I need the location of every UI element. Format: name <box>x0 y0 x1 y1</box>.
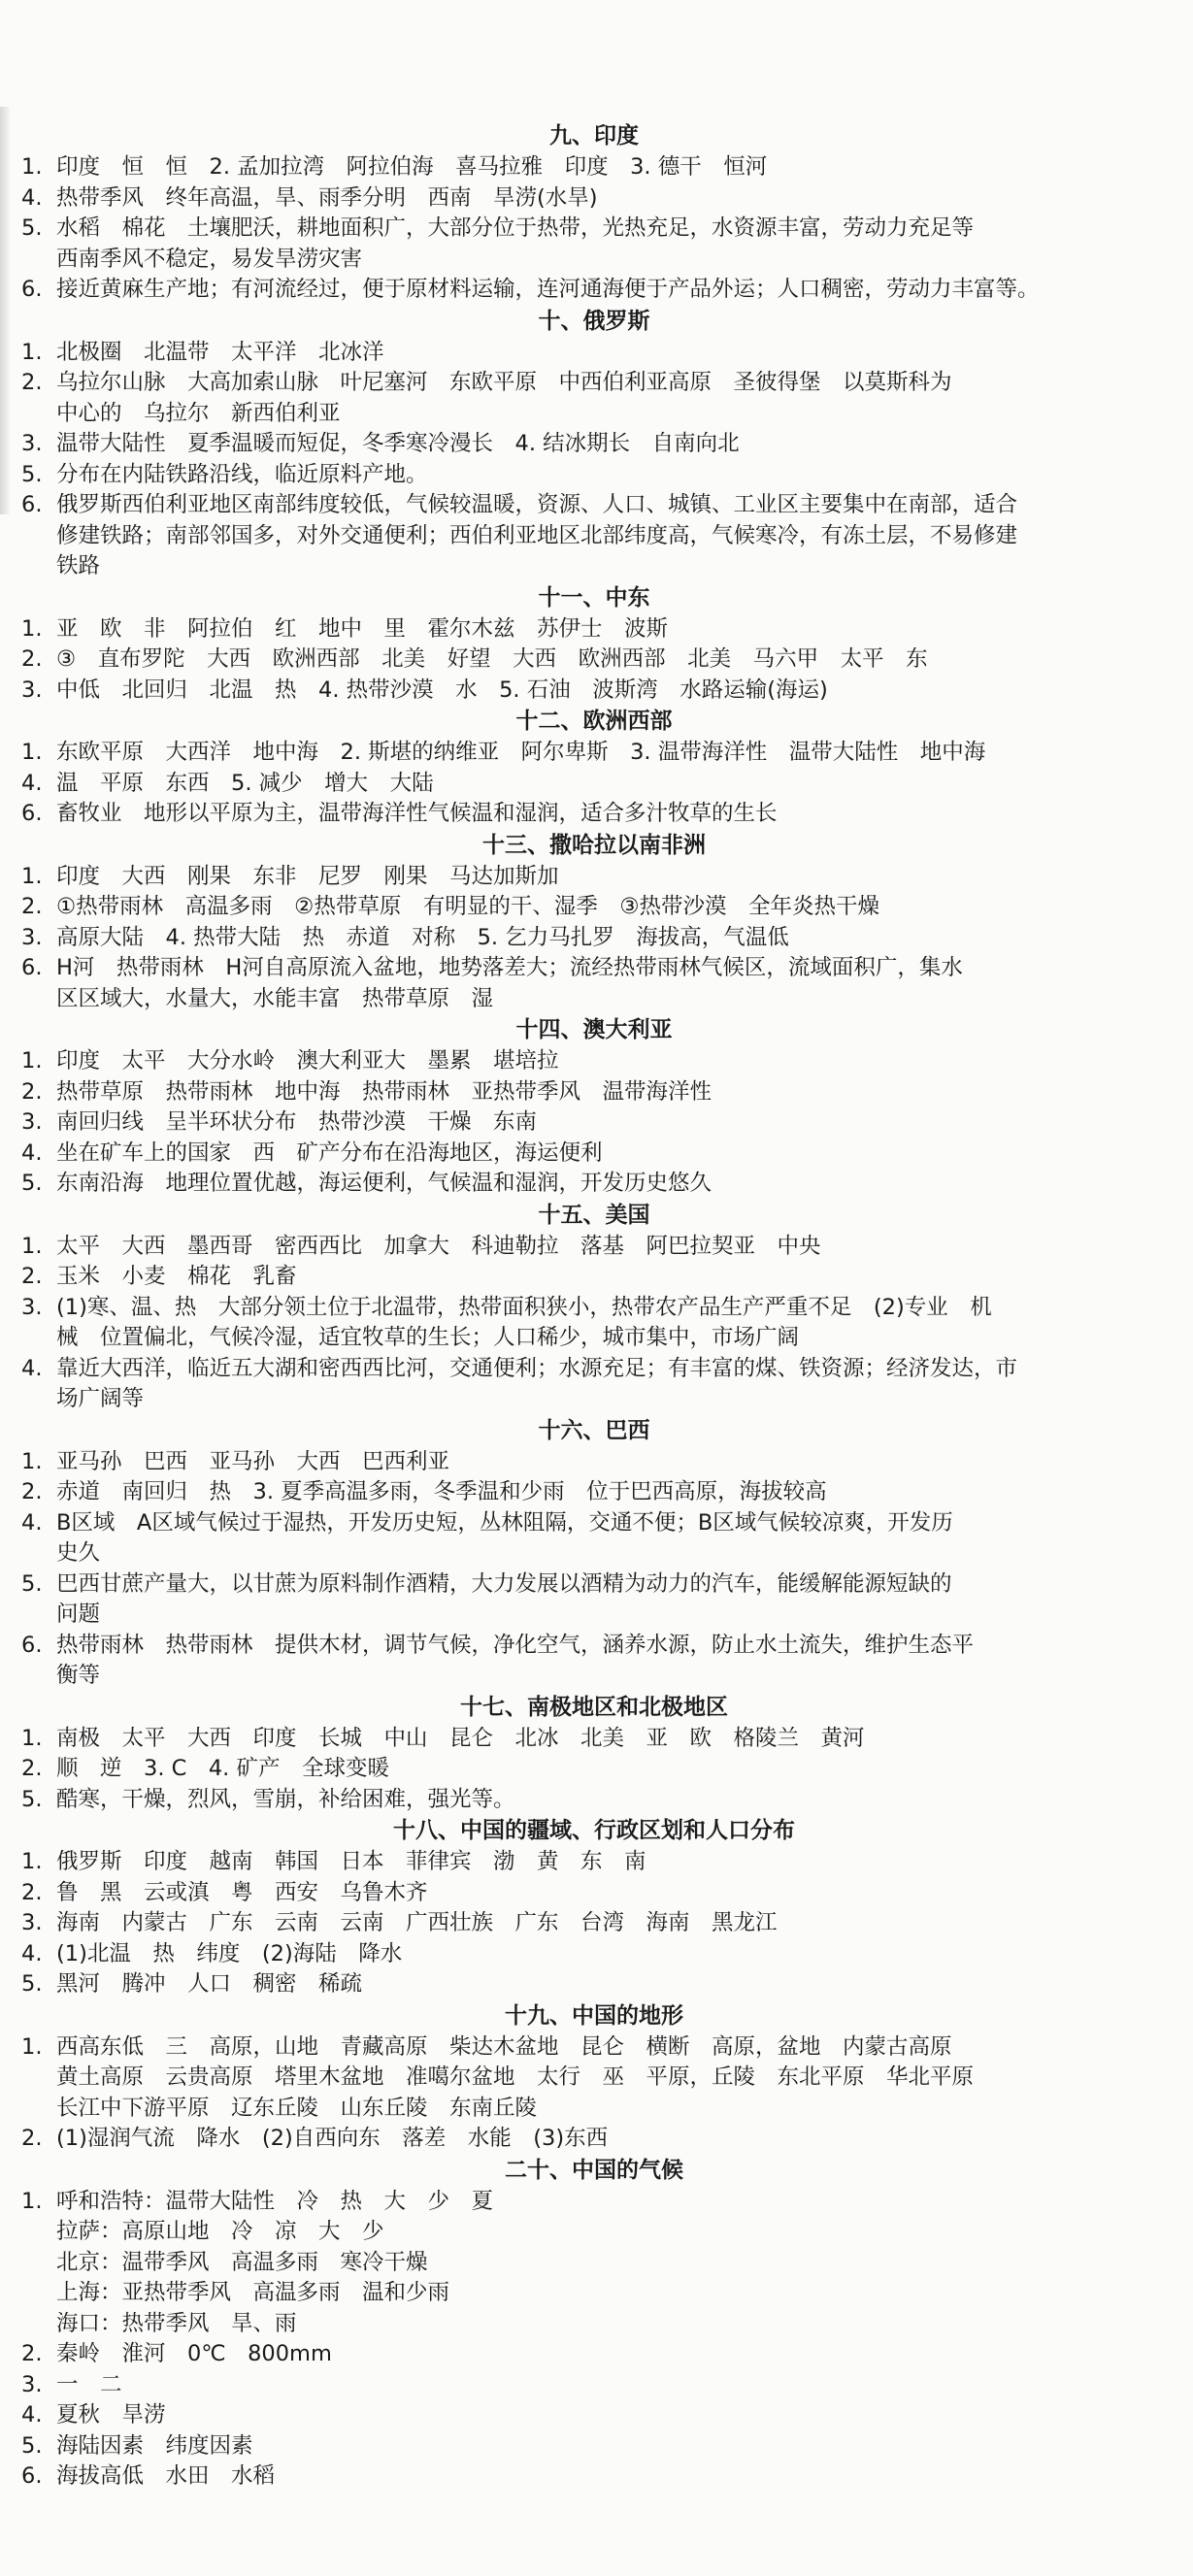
answer-item <box>21 460 1167 491</box>
answer-section <box>21 1693 1167 1816</box>
item-number: 4. <box>21 770 43 796</box>
binding-edge-shadow <box>0 107 10 514</box>
item-number: 6. <box>21 277 43 302</box>
answer-item <box>21 1232 1167 1263</box>
section-title: 十七、南极地区和北极地区 <box>460 1694 728 1720</box>
item-text: 北极圈 北温带 太平洋 北冰洋 <box>56 339 384 365</box>
item-number: 1. <box>21 339 43 365</box>
section-title: 十三、撒哈拉以南非洲 <box>482 832 706 858</box>
item-number: 4. <box>21 1509 43 1536</box>
item-number: 3. <box>21 1910 43 1935</box>
item-text: 分布在内陆铁路沿线，临近原料产地。 <box>56 461 428 487</box>
item-text: 高原大陆 4. 热带大陆 热 赤道 对称 5. 乞力马扎罗 海拔高，气温低 <box>56 924 789 950</box>
item-number: 4. <box>21 184 43 211</box>
answer-section <box>21 1416 1167 1692</box>
answer-section <box>21 307 1167 582</box>
item-text: (1)北温 热 纬度 (2)海陆 降水 <box>56 1940 403 1966</box>
answer-item <box>21 152 1167 183</box>
answer-item <box>21 214 1167 275</box>
answer-section <box>21 583 1167 707</box>
item-text: 黑河 腾冲 人口 稠密 稀疏 <box>56 1971 363 1997</box>
item-number: 4. <box>21 2402 43 2427</box>
answer-item <box>21 1847 1167 1878</box>
answer-item <box>21 1508 1167 1569</box>
item-number: 2. <box>21 1756 43 1781</box>
item-text: 中低 北回归 北温 热 4. 热带沙漠 水 5. 石油 波斯湾 水路运输(海运) <box>56 677 828 703</box>
item-text: 西高东低 三 高原，山地 青藏高原 柴达木盆地 昆仑 横断 高原，盆地 内蒙古高原 黄土高原 云贵高原 塔里木盆地 准噶尔盆地 太行 巫 平原，丘陵 东北平原 华北平原 长江中下游平原 辽东丘陵 山东丘陵 东南丘陵 <box>56 2033 975 2121</box>
item-text: ①热带雨林 高温多雨 ②热带草原 有明显的干、湿季 ③热带沙漠 全年炎热干燥 <box>56 894 880 919</box>
item-text: 热带雨林 热带雨林 提供木材，调节气候，净化空气，涵养水源，防止水土流失，维护生态平 衡等 <box>56 1632 975 1688</box>
answer-section <box>21 1015 1167 1200</box>
answer-item <box>21 1447 1167 1478</box>
item-text: 海陆因素 纬度因素 <box>56 2432 253 2459</box>
item-number: 2. <box>21 646 43 672</box>
item-text: 亚马孙 巴西 亚马孙 大西 巴西利亚 <box>56 1448 450 1474</box>
answer-item <box>21 2400 1167 2431</box>
item-text: 玉米 小麦 棉花 乳畜 <box>56 1264 297 1289</box>
item-text: 秦岭 淮河 0℃ 800mm <box>56 2341 332 2366</box>
item-text: 乌拉尔山脉 大高加索山脉 叶尼塞河 东欧平原 中西伯利亚高原 圣彼得堡 以莫斯科为 中心的 乌拉尔 新西伯利亚 <box>56 370 952 426</box>
item-number: 1. <box>21 1048 43 1073</box>
answer-item <box>21 1631 1167 1692</box>
item-number: 6. <box>21 2463 43 2489</box>
item-number: 6. <box>21 955 43 980</box>
item-text: 巴西甘蔗产量大，以甘蔗为原料制作酒精，大力发展以酒精为动力的汽车，能缓解能源短缺的 问题 <box>56 1570 952 1627</box>
item-number: 2. <box>21 2341 43 2366</box>
answer-item <box>21 1477 1167 1508</box>
section-title: 二十、中国的气候 <box>505 2157 683 2183</box>
item-number: 1. <box>21 740 43 765</box>
item-text: 印度 恒 恒 2. 孟加拉湾 阿拉伯海 喜马拉雅 印度 3. 德干 恒河 <box>56 154 768 180</box>
answer-item <box>21 676 1167 707</box>
answer-item <box>21 1785 1167 1816</box>
item-number: 4. <box>21 1139 43 1166</box>
item-text: B区域 A区域气候过于湿热，开发历史短，丛林阻隔，交通不便；B区域气候较凉爽，开发历 史久 <box>56 1509 953 1566</box>
item-number: 4. <box>21 1940 43 1966</box>
answer-item <box>21 1569 1167 1631</box>
answer-item <box>21 862 1167 893</box>
answer-item <box>21 1046 1167 1077</box>
item-text: 赤道 南回归 热 3. 夏季高温多雨，冬季温和少雨 位于巴西高原，海拔较高 <box>56 1479 827 1504</box>
answer-section <box>21 707 1167 830</box>
item-number: 6. <box>21 492 43 517</box>
section-title: 十九、中国的地形 <box>505 2002 683 2029</box>
item-text: 印度 大西 刚果 东非 尼罗 刚果 马达加斯加 <box>56 863 559 889</box>
item-text: 热带草原 热带雨林 地中海 热带雨林 亚热带季风 温带海洋性 <box>56 1078 712 1105</box>
answer-item <box>21 2339 1167 2370</box>
item-number: 3. <box>21 677 43 703</box>
answer-item <box>21 368 1167 429</box>
item-number: 6. <box>21 1632 43 1658</box>
item-number: 1. <box>21 2033 43 2060</box>
item-number: 1. <box>21 1849 43 1874</box>
item-number: 1. <box>21 615 43 642</box>
answer-item <box>21 1107 1167 1139</box>
answer-item <box>21 183 1167 215</box>
answer-item <box>21 2187 1167 2340</box>
item-number: 2. <box>21 1479 43 1504</box>
answer-item <box>21 1262 1167 1293</box>
item-text: 热带季风 终年高温，旱、雨季分明 西南 旱涝(水旱) <box>56 184 598 211</box>
item-number: 6. <box>21 801 43 826</box>
item-number: 2. <box>21 1078 43 1105</box>
item-text: 一 二 <box>56 2371 122 2397</box>
answer-item <box>21 2032 1167 2125</box>
item-text: 南回归线 呈半环状分布 热带沙漠 干燥 东南 <box>56 1109 538 1135</box>
item-text: 海南 内蒙古 广东 云南 云南 广西壮族 广东 台湾 海南 黑龙江 <box>56 1910 778 1935</box>
answer-item <box>21 738 1167 769</box>
answer-item <box>21 769 1167 800</box>
item-number: 1. <box>21 2188 43 2214</box>
item-text: 温 平原 东西 5. 减少 增大 大陆 <box>56 770 434 796</box>
item-text: 顺 逆 3. C 4. 矿产 全球变暖 <box>56 1756 389 1781</box>
answer-item <box>21 2124 1167 2155</box>
answer-item <box>21 892 1167 923</box>
answer-item <box>21 1878 1167 1909</box>
section-title: 九、印度 <box>549 123 639 149</box>
answer-item <box>21 1724 1167 1755</box>
section-title: 十六、巴西 <box>538 1417 650 1443</box>
item-number: 1. <box>21 154 43 180</box>
item-number: 2. <box>21 1264 43 1289</box>
section-title: 十八、中国的疆域、行政区划和人口分布 <box>393 1818 795 1843</box>
section-title: 十一、中东 <box>538 584 650 611</box>
item-number: 3. <box>21 924 43 950</box>
item-text: ③ 直布罗陀 大西 欧洲西部 北美 好望 大西 欧洲西部 北美 马六甲 太平 东 <box>56 646 928 672</box>
section-title: 十二、欧洲西部 <box>515 709 673 734</box>
item-number: 5. <box>21 1971 43 1997</box>
item-text: 夏秋 旱涝 <box>56 2402 166 2427</box>
item-text: 太平 大西 墨西哥 密西西比 加拿大 科迪勒拉 落基 阿巴拉契亚 中央 <box>56 1233 821 1259</box>
item-text: 东欧平原 大西洋 地中海 2. 斯堪的纳维亚 阿尔卑斯 3. 温带海洋性 温带大陆性 地中海 <box>56 740 986 765</box>
answer-section <box>21 2001 1167 2155</box>
item-text: 海拔高低 水田 水稻 <box>56 2463 276 2489</box>
item-text: 印度 太平 大分水岭 澳大利亚大 墨累 堪培拉 <box>56 1048 559 1073</box>
item-text: 呼和浩特：温带大陆性 冷 热 大 少 夏 拉萨：高原山地 冷 凉 大 少 北京：温带季风 高温多雨 寒冷干燥 上海：亚热带季风 高温多雨 温和少雨 海口：热带季风 旱、雨 <box>56 2188 494 2336</box>
item-text: 温带大陆性 夏季温暖而短促，冬季寒冷漫长 4. 结冰期长 自南向北 <box>56 431 740 456</box>
item-number: 5. <box>21 2432 43 2459</box>
item-number: 5. <box>21 215 43 241</box>
item-number: 5. <box>21 1570 43 1597</box>
answer-item <box>21 1354 1167 1415</box>
section-title: 十、俄罗斯 <box>538 308 650 334</box>
section-title: 十五、美国 <box>538 1202 650 1228</box>
item-text: 坐在矿车上的国家 西 矿产分布在沿海地区，海运便利 <box>56 1139 603 1166</box>
item-text: 靠近大西洋，临近五大湖和密西西比河，交通便利；水源充足；有丰富的煤、铁资源；经济发达，市 场广阔等 <box>56 1355 1018 1411</box>
answer-section <box>21 1201 1167 1415</box>
item-text: H河 热带雨林 H河自高原流入盆地，地势落差大；流经热带雨林气候区，流域面积广，集水 区区域大，水量大，水能丰富 热带草原 湿 <box>56 955 963 1011</box>
answer-item <box>21 1077 1167 1108</box>
answer-section <box>21 1816 1167 2000</box>
answer-section <box>21 2156 1167 2493</box>
answer-item <box>21 1969 1167 2000</box>
answer-item <box>21 1939 1167 1970</box>
item-number: 5. <box>21 461 43 487</box>
answer-item <box>21 275 1167 306</box>
answer-item <box>21 2431 1167 2462</box>
item-number: 5. <box>21 1171 43 1196</box>
answer-item <box>21 1169 1167 1200</box>
answer-content <box>21 120 1167 2493</box>
item-text: 南极 太平 大西 印度 长城 中山 昆仑 北冰 北美 亚 欧 格陵兰 黄河 <box>56 1725 865 1751</box>
item-number: 3. <box>21 431 43 456</box>
item-number: 2. <box>21 1879 43 1905</box>
item-number: 3. <box>21 2371 43 2397</box>
item-text: 东南沿海 地理位置优越，海运便利，气候温和湿润，开发历史悠久 <box>56 1171 712 1196</box>
item-number: 3. <box>21 1294 43 1320</box>
item-text: 接近黄麻生产地；有河流经过，便于原材料运输，连河通海便于产品外运；人口稠密，劳动力丰富等。 <box>56 277 1040 302</box>
answer-item <box>21 614 1167 645</box>
item-text: 俄罗斯西伯利亚地区南部纬度较低，气候较温暖，资源、人口、城镇、工业区主要集中在南部，适合 修建铁路；南部邻国多，对外交通便利；西伯利亚地区北部纬度高，气候寒冷，有冻土层，不易修建 铁路 <box>56 492 1018 578</box>
section-title: 十四、澳大利亚 <box>515 1017 673 1042</box>
answer-item <box>21 953 1167 1014</box>
answer-item <box>21 429 1167 460</box>
item-text: 鲁 黑 云或滇 粤 西安 乌鲁木齐 <box>56 1879 428 1905</box>
item-number: 2. <box>21 370 43 395</box>
answer-item <box>21 644 1167 676</box>
item-number: 5. <box>21 1786 43 1812</box>
answer-section <box>21 831 1167 1015</box>
answer-item <box>21 1139 1167 1170</box>
answer-item <box>21 1908 1167 1939</box>
item-number: 1. <box>21 1233 43 1259</box>
item-text: 酷寒，干燥，烈风，雪崩，补给困难，强光等。 <box>56 1786 515 1812</box>
item-text: (1)寒、温、热 大部分领土位于北温带，热带面积狭小，热带农产品生产严重不足 (2)专业 机 械 位置偏北，气候冷湿，适宜牧草的生长；人口稀少，城市集中，市场广阔 <box>56 1294 992 1350</box>
item-number: 1. <box>21 1725 43 1751</box>
item-number: 4. <box>21 1355 43 1381</box>
item-text: 俄罗斯 印度 越南 韩国 日本 菲律宾 渤 黄 东 南 <box>56 1849 646 1874</box>
answer-item <box>21 923 1167 954</box>
item-text: 亚 欧 非 阿拉伯 红 地中 里 霍尔木兹 苏伊士 波斯 <box>56 615 669 642</box>
item-number: 1. <box>21 863 43 889</box>
item-number: 2. <box>21 2126 43 2151</box>
item-text: 水稻 棉花 土壤肥沃，耕地面积广，大部分位于热带，光热充足，水资源丰富，劳动力充足等 西南季风不稳定，易发旱涝灾害 <box>56 215 975 272</box>
answer-item <box>21 2461 1167 2493</box>
item-number: 1. <box>21 1448 43 1474</box>
answer-item <box>21 799 1167 830</box>
item-text: 畜牧业 地形以平原为主，温带海洋性气候温和湿润，适合多汁牧草的生长 <box>56 801 778 826</box>
answer-item <box>21 490 1167 582</box>
item-text: (1)湿润气流 降水 (2)自西向东 落差 水能 (3)东西 <box>56 2126 609 2151</box>
answer-section <box>21 121 1167 306</box>
answer-item <box>21 1754 1167 1785</box>
answer-item <box>21 338 1167 369</box>
item-number: 3. <box>21 1109 43 1135</box>
answer-item <box>21 1293 1167 1354</box>
item-number: 2. <box>21 894 43 919</box>
answer-item <box>21 2370 1167 2401</box>
